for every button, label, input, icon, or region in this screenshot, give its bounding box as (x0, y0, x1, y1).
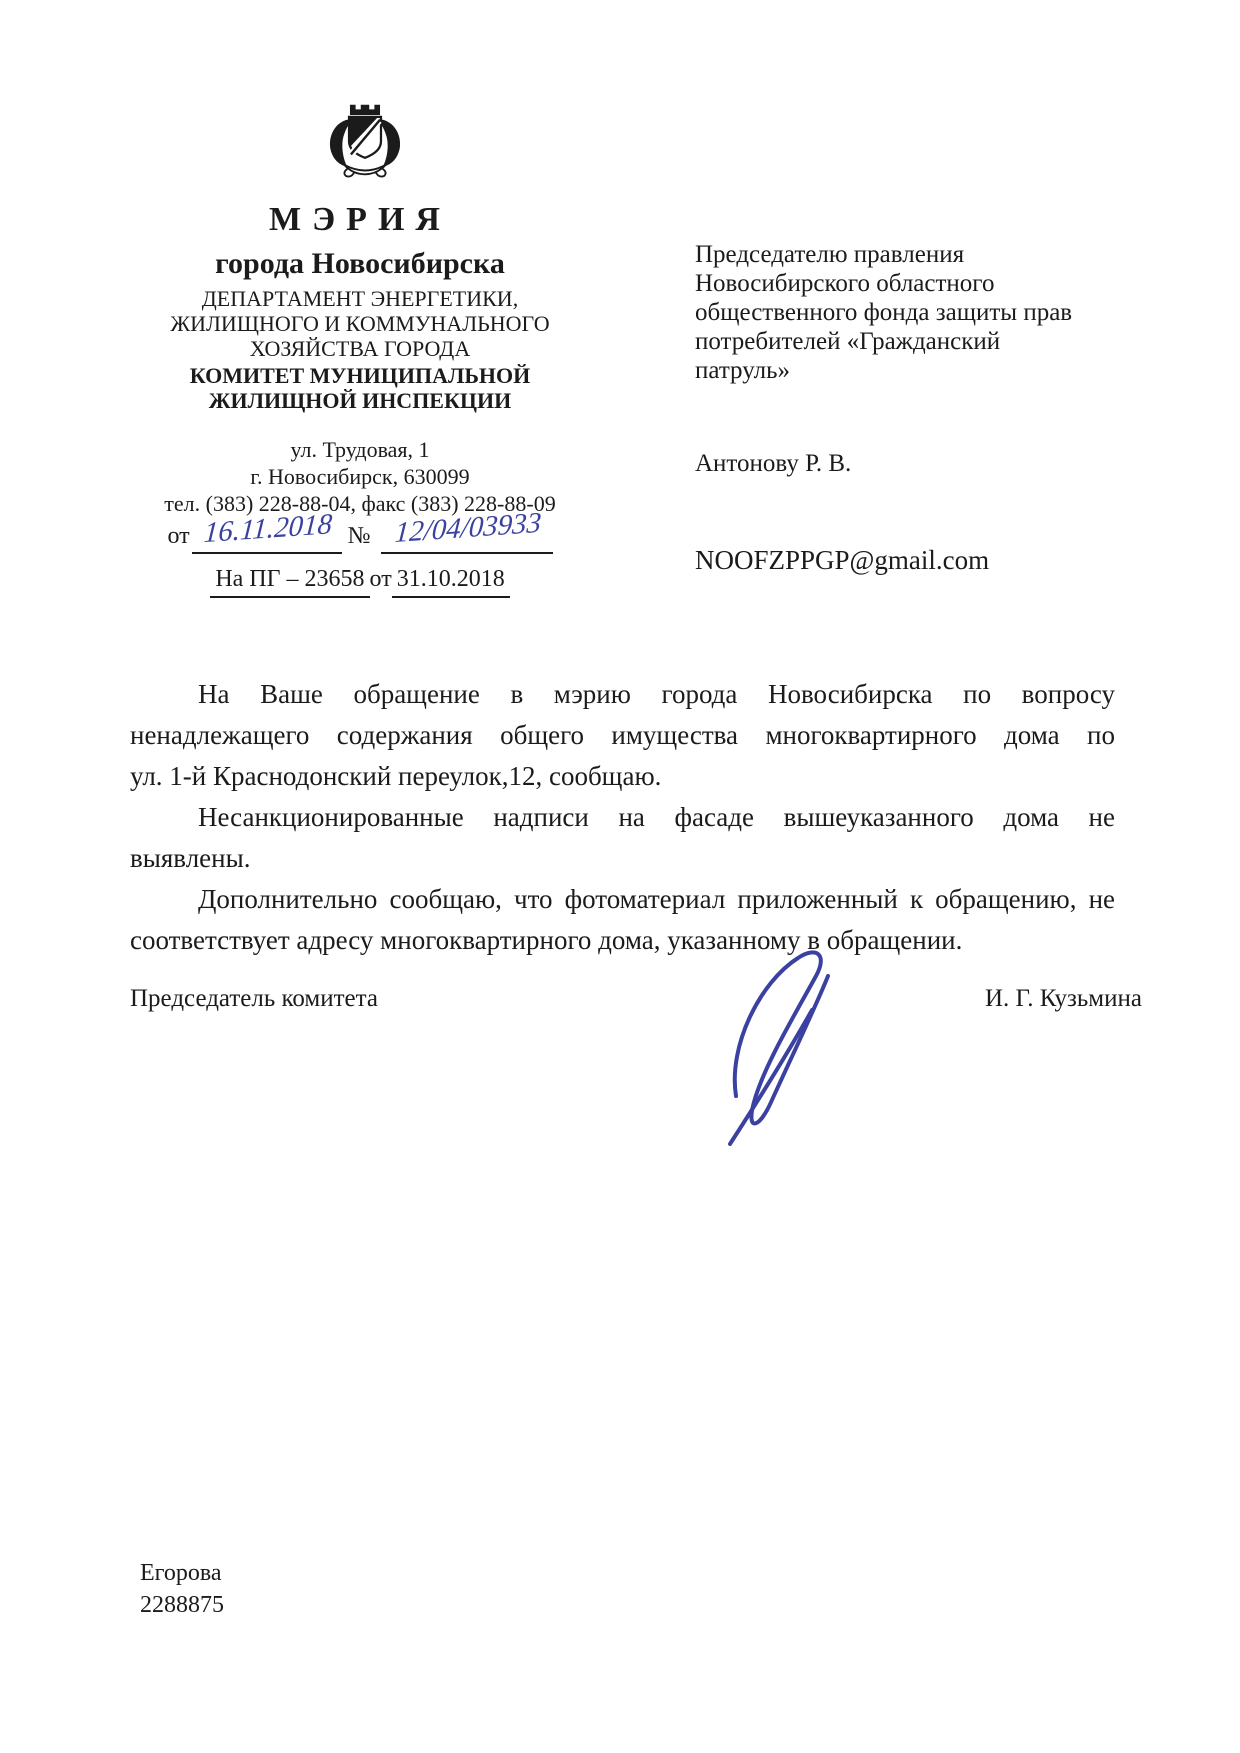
body-line: соответствует адресу многоквартирного дома, указанному в обращении. (130, 925, 963, 955)
addressee-line: общественного фонда защиты прав (695, 299, 1073, 326)
addressee-email: NOOFZPPGP@gmail.com (695, 545, 990, 575)
reference-from-label: от (369, 566, 392, 592)
executor-phone: 2288875 (140, 1592, 224, 1618)
outgoing-date-number-line (115, 506, 605, 554)
body-line: Несанкционированные надписи на фасаде вышеуказанного дома не (198, 802, 1115, 832)
signer-name: И. Г. Кузьмина (985, 985, 1142, 1012)
department-line: ДЕПАРТАМЕНТ ЭНЕРГЕТИКИ, (201, 286, 519, 311)
addressee-line: Новосибирского областного (695, 270, 995, 297)
body-line: Дополнительно сообщаю, что фотоматериал приложенный к обращению, не (198, 884, 1115, 914)
committee-line: КОМИТЕТ МУНИЦИПАЛЬНОЙ (189, 363, 531, 388)
addressee-line: патруль» (695, 357, 791, 384)
executor-name: Егорова (140, 1560, 222, 1586)
addressee-name: Антонову Р. В. (695, 450, 852, 477)
from-label: от (167, 523, 190, 549)
incoming-date: 31.10.2018 (392, 562, 510, 598)
body-line: выявлены. (130, 843, 251, 873)
handwritten-signature-icon (700, 946, 885, 1151)
incoming-reference: На ПГ – 23658 (210, 562, 369, 598)
body-line: ненадлежащего содержания общего имущества многоквартирного дома по (130, 720, 1115, 750)
department-line: ХОЗЯЙСТВА ГОРОДА (249, 336, 471, 361)
outgoing-date-field (192, 508, 342, 554)
letterhead-org-block (115, 200, 605, 413)
addressee-line: потребителей «Гражданский (695, 328, 1001, 355)
novosibirsk-coat-of-arms-icon (318, 100, 412, 194)
incoming-reference-line (115, 562, 605, 598)
executor-footer (140, 1557, 224, 1621)
outgoing-date-handwritten: 16.11.2018 (202, 508, 333, 550)
organization-title: МЭРИЯ (269, 201, 451, 238)
addressee-line: Председателю правления (695, 241, 965, 268)
outgoing-number-field (381, 506, 553, 554)
department-line: ЖИЛИЩНОГО И КОММУНАЛЬНОГО (170, 311, 550, 336)
body-line: ул. 1-й Краснодонский переулок,12, сообщаю. (130, 761, 662, 791)
committee-line: ЖИЛИЩНОЙ ИНСПЕКЦИИ (208, 388, 512, 413)
address-line: г. Новосибирск, 630099 (250, 464, 470, 489)
address-line: тел. (383) 228-88-04, факс (383) 228-88-09 (164, 491, 556, 516)
organization-subtitle: города Новосибирска (215, 247, 505, 280)
outgoing-number-handwritten: 12/04/03933 (393, 506, 542, 550)
signer-position-title: Председатель комитета (130, 985, 378, 1012)
letter-body (130, 674, 1115, 961)
address-line: ул. Трудовая, 1 (290, 437, 430, 462)
addressee-block (695, 240, 1115, 385)
number-label: № (347, 523, 371, 549)
body-line: На Ваше обращение в мэрию города Новосибирска по вопросу (198, 679, 1115, 709)
